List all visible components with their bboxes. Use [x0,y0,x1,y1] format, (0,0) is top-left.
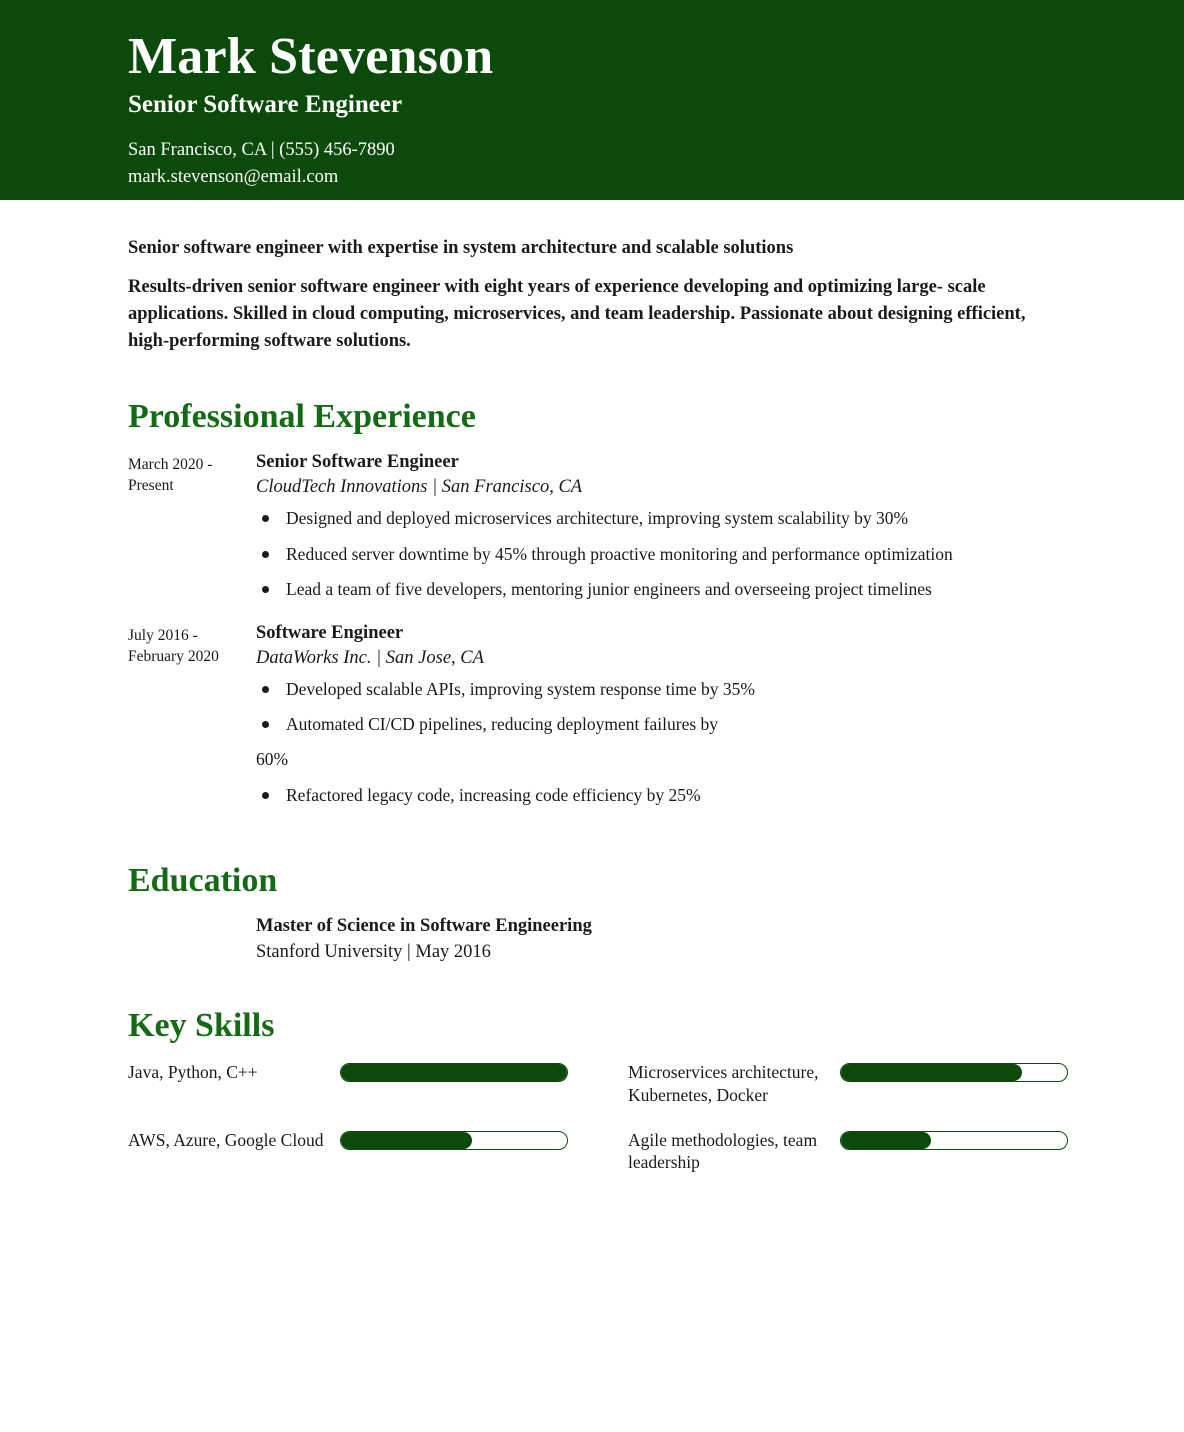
experience-dates: July 2016 - February 2020 [128,626,219,665]
education-spacer [128,916,256,963]
skill-level-bar [840,1131,1068,1150]
section-title-experience: Professional Experience [128,398,476,436]
list-item-text: Automated CI/CD pipelines, reducing deployment failures by [286,713,719,734]
experience-dates: March 2020 - Present [128,456,213,495]
github-link[interactable]: GitHub [128,206,184,227]
contact-location-phone: San Francisco, CA | (555) 456-7890 [128,139,395,160]
list-item: Developed scalable APIs, improving system response time by 35% [256,677,1060,702]
education-entry [128,916,1060,963]
profile-links [128,206,1184,227]
skill-level-bar [340,1063,568,1082]
experience-bullets [256,677,1060,809]
skill-row [128,1061,568,1107]
experience-bullets [256,506,1060,602]
list-item: Refactored legacy code, increasing code efficiency by 25% [256,783,1060,808]
skill-row [628,1061,1068,1107]
section-title-education: Education [128,862,278,900]
education-degree: Master of Science in Software Engineering [256,916,592,937]
section-title-skills: Key Skills [128,1007,275,1045]
experience-company: DataWorks Inc. | San Jose, CA [256,647,484,668]
skill-label: Java, Python, C++ [128,1062,258,1083]
skill-level-bar [840,1063,1068,1082]
education-school: Stanford University | May 2016 [256,942,491,963]
experience-role: Software Engineer [256,622,404,643]
page-title: Mark Stevenson [128,28,494,85]
skill-label: Microservices architecture, Kubernetes, Docker [628,1062,819,1105]
skill-row [628,1129,1068,1175]
portfolio-link[interactable]: Portfolio [193,206,259,227]
job-title: Senior Software Engineer [128,90,403,118]
skill-level-fill [341,1064,567,1081]
skill-level-bar [340,1131,568,1150]
skill-level-fill [841,1064,1022,1081]
resume-body [0,236,1184,1174]
list-item: Designed and deployed microservices architecture, improving system scalability by 30% [256,506,1060,531]
skills-grid [128,1061,1060,1174]
list-item: Reduced server downtime by 45% through proactive monitoring and performance optimization [256,542,1060,567]
skill-label: Agile methodologies, team leadership [628,1129,818,1173]
contact-email: mark.stevenson@email.com [128,167,339,188]
list-item [256,712,1060,773]
experience-details [256,452,1060,612]
list-item: Lead a team of five developers, mentoring junior engineers and overseeing project timelines [256,577,1060,602]
experience-company: CloudTech Innovations | San Francisco, CA [256,477,583,498]
experience-entry [128,623,1060,819]
skill-label: AWS, Azure, Google Cloud [128,1129,324,1150]
experience-role: Senior Software Engineer [256,452,459,473]
skill-level-fill [841,1132,931,1149]
education-details [256,916,592,963]
link-separator: | [186,206,191,227]
experience-entry [128,452,1060,612]
skill-row [128,1129,568,1175]
resume-header [0,0,1184,227]
summary-headline: Senior software engineer with expertise in system architecture and scalable solutions [128,238,794,258]
list-item-overflow-text: 60% [256,749,289,770]
skill-level-fill [341,1132,472,1149]
summary-body: Results-driven senior software engineer with eight years of experience developing and optimizing large- scale applications. Skilled in cloud computing, microservices, and team leadership. Passionate about designing efficient, high-performing software solutions. [128,277,1026,351]
experience-details [256,623,1060,819]
